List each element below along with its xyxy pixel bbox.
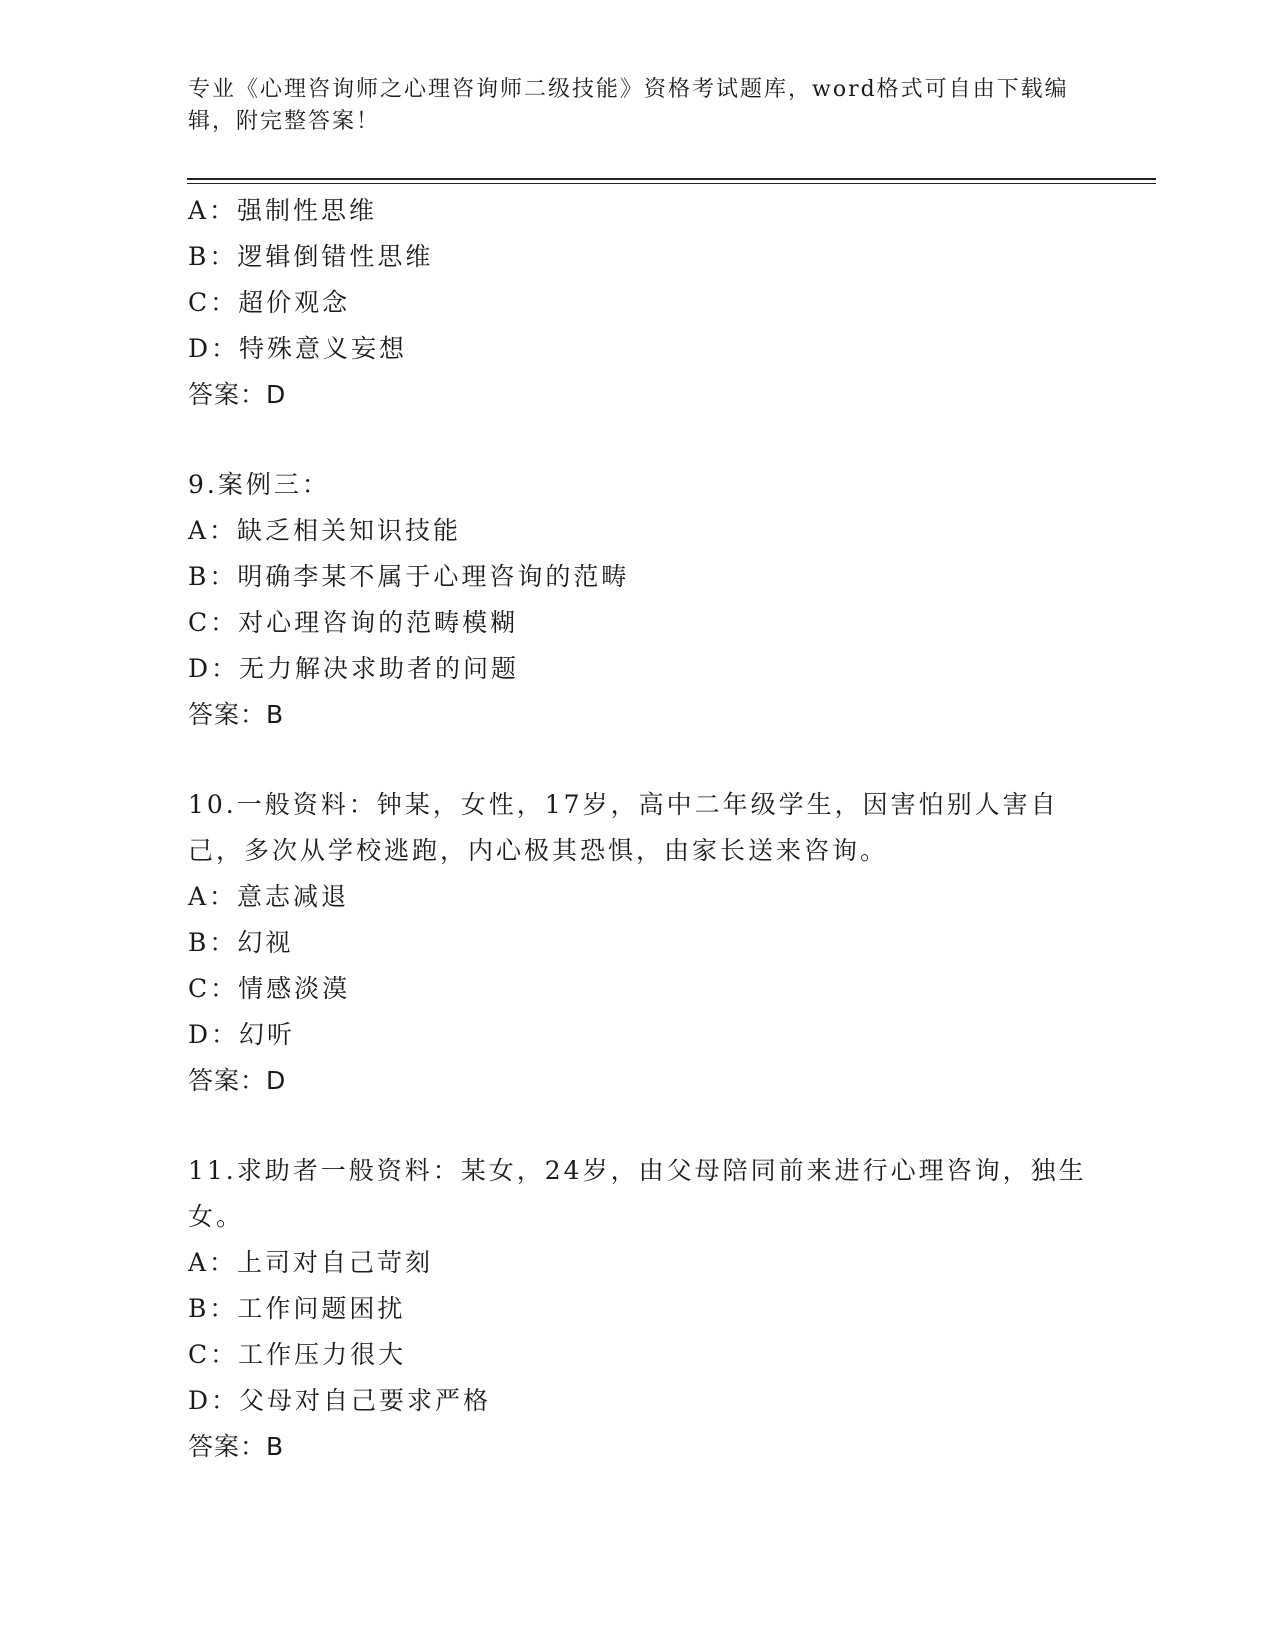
- question-block-8: [188, 188, 1088, 418]
- option-c: C：工作压力很大: [188, 1340, 407, 1369]
- answer-line: 答案：D: [188, 380, 287, 409]
- option-a: A：意志减退: [188, 882, 350, 911]
- answer-line: 答案：B: [188, 1432, 285, 1461]
- option-d: D：特殊意义妄想: [188, 334, 408, 363]
- answer-line: 答案：D: [188, 1066, 287, 1095]
- question-block-9: [188, 462, 1088, 738]
- question-block-10: [188, 782, 1088, 1104]
- option-a: A：上司对自己苛刻: [188, 1248, 434, 1277]
- question-list: [188, 188, 1088, 1470]
- option-b: B：明确李某不属于心理咨询的范畴: [188, 562, 630, 591]
- option-c: C：情感淡漠: [188, 974, 351, 1003]
- option-d: D：幻听: [188, 1020, 296, 1049]
- question-block-11: [188, 1148, 1088, 1470]
- option-b: B：幻视: [188, 928, 294, 957]
- block-spacer: [188, 418, 1088, 462]
- question-stem: 11.求助者一般资料：某女，24岁，由父母陪同前来进行心理咨询，独生女。: [188, 1156, 1087, 1231]
- option-a: A：强制性思维: [188, 196, 378, 225]
- answer-line: 答案：B: [188, 700, 285, 729]
- question-stem: 9.案例三：: [188, 470, 330, 499]
- header-rule-thick: [187, 178, 1156, 180]
- option-b: B：工作问题困扰: [188, 1294, 406, 1323]
- header-rule-thin: [187, 183, 1156, 184]
- option-c: C：对心理咨询的范畴模糊: [188, 608, 519, 637]
- option-c: C：超价观念: [188, 288, 351, 317]
- option-b: B：逻辑倒错性思维: [188, 242, 434, 271]
- header-title: 专业《心理咨询师之心理咨询师二级技能》资格考试题库，word格式可自由下载编辑，附完整答案！: [188, 77, 1069, 134]
- question-stem: 10.一般资料：钟某，女性，17岁，高中二年级学生，因害怕别人害自己，多次从学校逃跑，内心极其恐惧，由家长送来咨询。: [188, 790, 1059, 865]
- option-d: D：父母对自己要求严格: [188, 1386, 492, 1415]
- block-spacer: [188, 1104, 1088, 1148]
- option-d: D：无力解决求助者的问题: [188, 654, 520, 683]
- document-header: [188, 74, 1088, 138]
- option-a: A：缺乏相关知识技能: [188, 516, 462, 545]
- block-spacer: [188, 738, 1088, 782]
